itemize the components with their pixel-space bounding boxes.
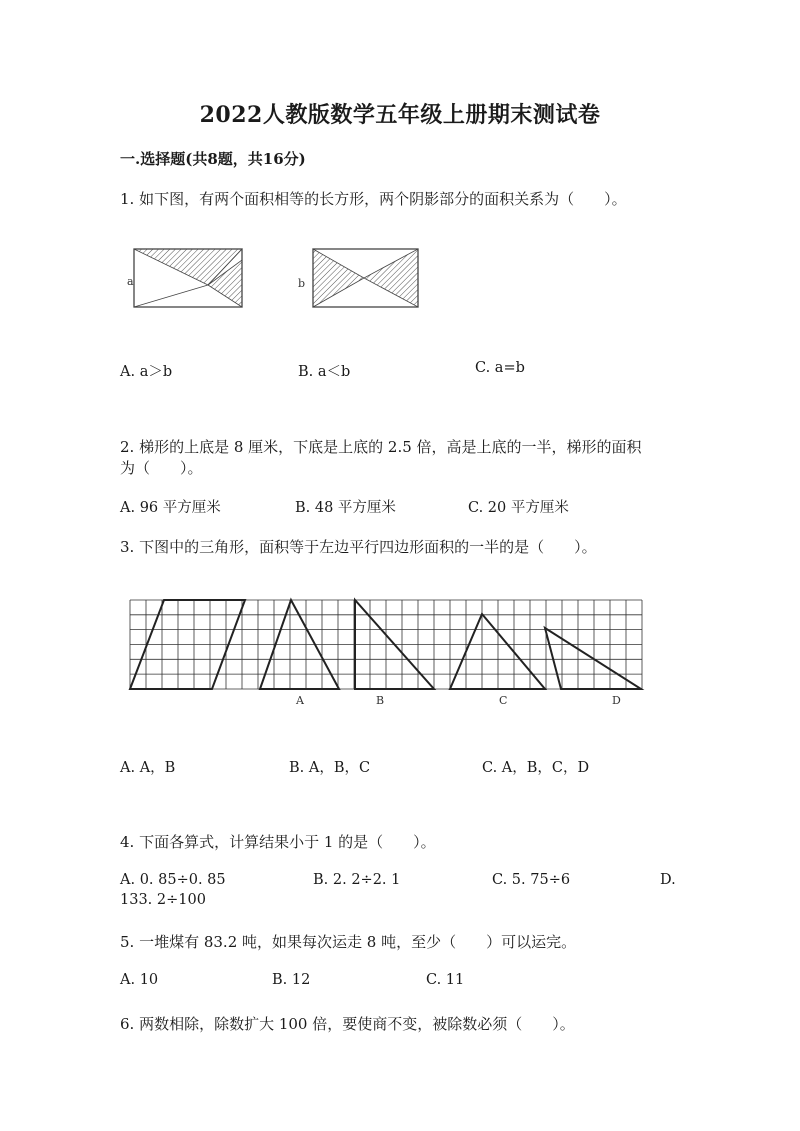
question-3-stem: 3. 下图中的三角形，面积等于左边平行四边形面积的一半的是（ ）。 xyxy=(120,538,597,556)
q4-option-d-continued: 133. 2÷100 xyxy=(120,892,206,908)
q4-option-c: C. 5. 75÷6 xyxy=(492,872,571,888)
q2-option-c: C. 20 平方厘米 xyxy=(468,500,569,516)
q5-option-c: C. 11 xyxy=(426,972,465,988)
rectangle-a xyxy=(134,249,242,307)
q3-option-a: A. A，B xyxy=(120,760,176,776)
q2-option-a: A. 96 平方厘米 xyxy=(120,500,221,516)
label-B: B xyxy=(376,694,385,707)
q1-option-c: C. a=b xyxy=(475,360,525,376)
q1-option-b: B. a＜b xyxy=(298,364,351,380)
label-A: A xyxy=(296,694,304,707)
q3-option-c: C. A，B，C，D xyxy=(482,760,590,776)
question-1-stem: 1. 如下图，有两个面积相等的长方形，两个阴影部分的面积关系为（ ）。 xyxy=(120,190,627,208)
q5-option-a: A. 10 xyxy=(120,972,159,988)
q5-option-b: B. 12 xyxy=(272,972,311,988)
question-2-stem-line2: 为（ ）。 xyxy=(120,459,203,477)
triangle-d xyxy=(545,628,641,689)
triangle-c xyxy=(450,614,545,689)
label-a: a xyxy=(127,275,134,288)
question-6-stem: 6. 两数相除，除数扩大 100 倍，要使商不变，被除数必须（ ）。 xyxy=(120,1015,575,1033)
q4-option-a: A. 0. 85÷0. 85 xyxy=(120,872,226,888)
q3-option-b: B. A，B，C xyxy=(289,760,371,776)
rectangle-b xyxy=(313,249,418,307)
q2-option-b: B. 48 平方厘米 xyxy=(295,500,396,516)
label-C: C xyxy=(499,694,508,707)
q1-option-a: A. a＞b xyxy=(120,364,173,380)
label-b: b xyxy=(298,277,306,290)
page-title: 2022人教版数学五年级上册期末测试卷 xyxy=(199,102,601,128)
q4-option-b: B. 2. 2÷2. 1 xyxy=(313,872,401,888)
question-2-stem-line1: 2. 梯形的上底是 8 厘米，下底是上底的 2.5 倍，高是上底的一半，梯形的面积 xyxy=(120,438,642,456)
section-heading: 一.选择题(共8题，共16分) xyxy=(120,150,306,168)
question-5-stem: 5. 一堆煤有 83.2 吨，如果每次运走 8 吨，至少（ ）可以运完。 xyxy=(120,933,577,951)
q4-option-d: D. xyxy=(660,872,676,888)
label-D: D xyxy=(612,694,621,707)
question-3-grid xyxy=(130,600,642,689)
question-4-stem: 4. 下面各算式，计算结果小于 1 的是（ ）。 xyxy=(120,833,436,851)
